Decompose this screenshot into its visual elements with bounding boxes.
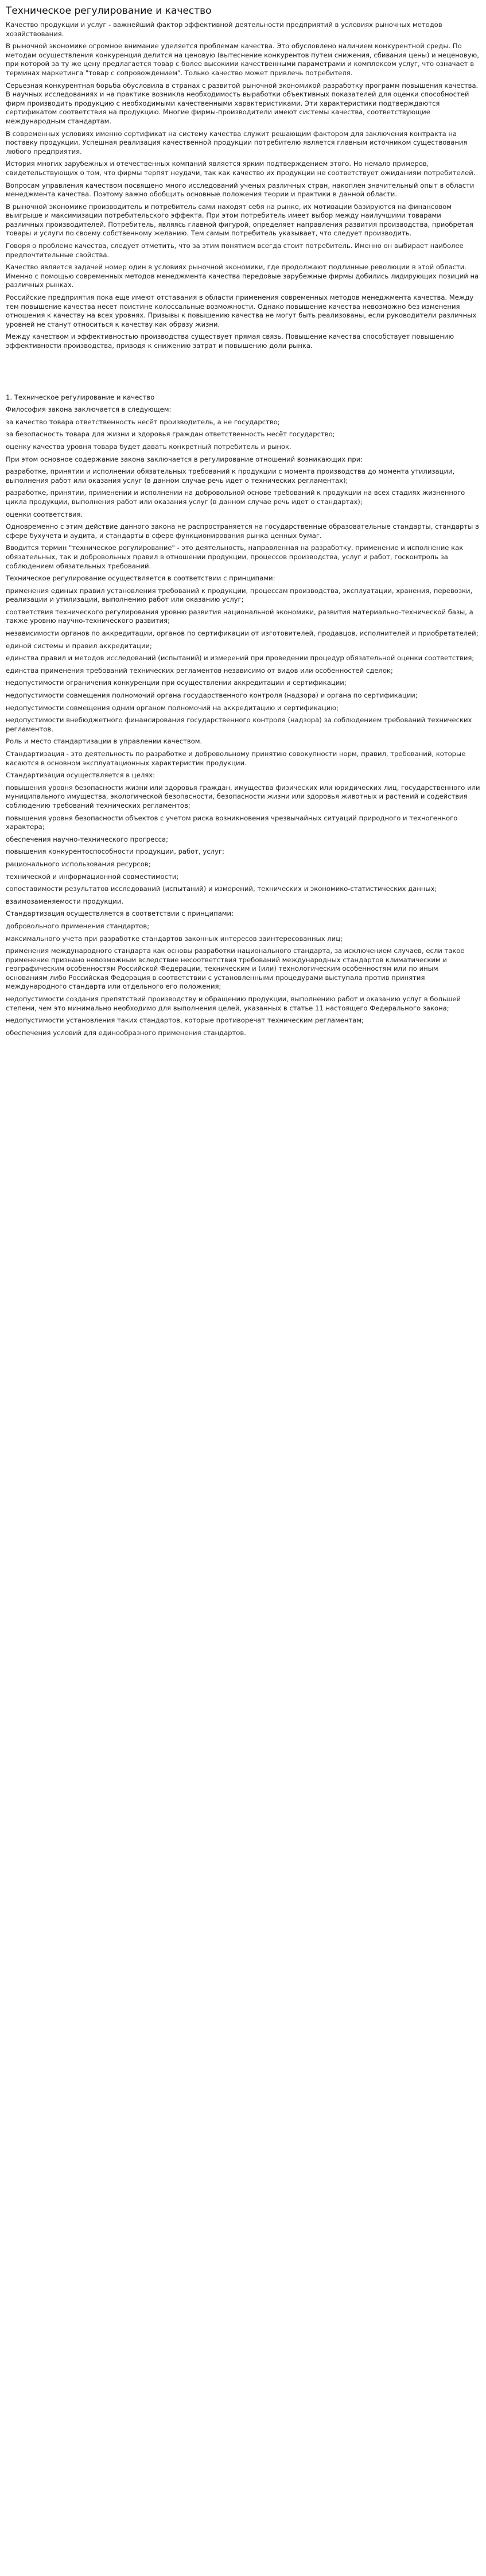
section-paragraph: соответствия технического регулирования уровню развития национальной экономики, развития материально-технической базы, а также уровню научно-технического развития; [6, 607, 473, 625]
section-paragraph: При этом основное содержание закона заключается в регулирование отношений возникающих при: [6, 455, 363, 463]
section-paragraph: независимости органов по аккредитации, органов по сертификации от изготовителей, продавцов, исполнителей и приобретателей; [6, 629, 479, 638]
section-heading: 1. Техническое регулирование и качество [6, 393, 155, 401]
section-paragraph: недопустимости совмещения одним органом полномочий на аккредитацию и сертификацию; [6, 703, 339, 712]
section-paragraph: сопоставимости результатов исследований (испытаний) и измерений, технических и экономико-статистических данных; [6, 885, 437, 893]
section-paragraph: обеспечения условий для единообразного применения стандартов. [6, 1028, 246, 1037]
section-paragraph: Философия закона заключается в следующем: [6, 405, 172, 414]
intro-paragraph: Качество является задачей номер один в условиях рыночной экономики, где продолжают подлинные революции в этой области. Именно с помощью современных методов менеджмента качества передовые зарубежные фирмы добились лидирующих позиций на различных рынках. [6, 263, 479, 289]
intro-section [6, 21, 480, 351]
intro-paragraph: Серьезная конкурентная борьба обусловила в странах с развитой рыночной экономикой разработку программ повышения качества. В научных исследованиях и на практике возникла необходимость выработки объективных показателей для оценки способностей фирм производить продукцию с необходимыми качественными характеристиками. Эти характеристики подтверждаются сертификатом соответствия на продукцию. Многие фирмы-производители имеют системы качества, соответствующие международным стандартам. [6, 81, 479, 125]
section-paragraph: разработке, принятии и исполнении обязательных требований к продукции с момента производства до момента утилизации, выполнения работ или оказания услуг (в данном случае речь идет о технических регламентах); [6, 467, 455, 485]
section-paragraph: применения единых правил установления требований к продукции, процессам производства, эксплуатации, хранения, перевозки, реализации и утилизации, выполнению работ или оказанию услуг; [6, 586, 473, 604]
section-paragraph: Стандартизация осуществляется в целях: [6, 771, 155, 780]
intro-paragraph: Между качеством и эффективностью производства существует прямая связь. Повышение качества способствует повышению эффективности производства, приводя к снижению затрат и повышению доли рынка. [6, 332, 454, 350]
section-paragraph: повышения уровня безопасности жизни или здоровья граждан, имущества физических или юридических лиц, государственного или муниципального имущества, экологической безопасности, безопасности жизни или здоровья животных и растений и содействия соблюдению требований технических регламентов; [6, 783, 480, 809]
section-paragraph: единой системы и правил аккредитации; [6, 641, 152, 650]
section-paragraph: недопустимости внебюджетного финансирования государственного контроля (надзора) за соблюдением требований технических регламентов. [6, 716, 472, 733]
section-paragraph: разработке, принятии, применении и исполнении на добровольной основе требований к продукции на всех стадиях жизненного цикла продукции, выполнения работ или оказания услуг (в данном случае речь идет о стандартах); [6, 489, 465, 506]
section-paragraph: недопустимости ограничения конкуренции при осуществлении аккредитации и сертификации; [6, 679, 347, 687]
section-paragraph: Стандартизация - это деятельность по разработке и добровольному принятию совокупности норм, правил, требований, которые касаются в основном эксплуатационных характеристик продукции. [6, 750, 466, 767]
intro-paragraph: Качество продукции и услуг - важнейший фактор эффективной деятельности предприятий в условиях рыночных методов хозяйствования. [6, 21, 442, 38]
section-paragraph: применения международного стандарта как основы разработки национального стандарта, за исключением случаев, если такое применение признано невозможным вследствие несоответствия требований международных стандартов климатическим и географическим особенностям Российской Федерации, техническим и (или) технологическим особенностям или по иным основаниям либо Российская Федерация в соответствии с установленными процедурами выступала против принятия международного стандарта или отдельного его положения; [6, 947, 465, 991]
section-paragraph: повышения конкурентоспособности продукции, работ, услуг; [6, 847, 224, 856]
section-paragraph: недопустимости совмещения полномочий органа государственного контроля (надзора) и органа по сертификации; [6, 691, 418, 700]
section-paragraph: рационального использования ресурсов; [6, 859, 151, 868]
section-paragraph: за качество товара ответственность несёт производитель, а не государство; [6, 417, 280, 426]
section-paragraph: недопустимости установления таких стандартов, которые противоречат техническим регламентам; [6, 1016, 364, 1025]
section-paragraph: единства правил и методов исследований (испытаний) и измерений при проведении процедур обязательной оценки соответствия; [6, 654, 475, 663]
intro-paragraph: Российские предприятия пока еще имеют отставания в области применения современных методов менеджмента качества. Между тем повышение качества несет поистине колоссальные возможности. Однако повышение качества невозможно без изменения отношения к качеству на всех уровнях. Призывы к повышению качества не могут быть реализованы, если руководители различных уровней не станут относиться к качеству как образу жизни. [6, 293, 477, 328]
section-paragraph: взаимозаменяемости продукции. [6, 897, 124, 905]
intro-paragraph: Вопросам управления качеством посвящено много исследований ученых различных стран, накоплен значительный опыт в области менеджмента качества. Поэтому важно обобщить основные положения теории и практики в данной области. [6, 181, 475, 199]
intro-paragraph: В современных условиях именно сертификат на систему качества служит решающим фактором для заключения контракта на поставку продукции. Успешная реализация качественной продукции потребителю является главным источником существования любого предприятия. [6, 129, 468, 156]
intro-paragraph: В рыночной экономике производитель и потребитель сами находят себя на рынке, их мотивации базируются на финансовом выигрыше и максимизации потребительского эффекта. При этом потребитель имеет выбор между наилучшими товарами различных производителей. Потребитель, являясь главной фигурой, определяет направления развития производства, приобретая товары и услуги по своему собственному желанию. Тем самым потребитель указывает, что следует производить. [6, 202, 473, 238]
section-paragraph: повышения уровня безопасности объектов с учетом риска возникновения чрезвычайных ситуаций природного и техногенного характера; [6, 814, 458, 831]
section-paragraph: обеспечения научно-технического прогресса; [6, 835, 169, 843]
section-paragraph: оценку качества уровня товара будет давать конкретный потребитель и рынок. [6, 442, 291, 451]
document-page [0, 0, 486, 1047]
section-paragraph: Техническое регулирование осуществляется в соответствии с принципами: [6, 574, 275, 583]
intro-paragraph: История многих зарубежных и отечественных компаний является ярким подтверждением этого. Но немало примеров, свидетельствующих о том, что фирмы терпят неудачи, так как качество их продукции не соответствует ожиданиям потребителей. [6, 160, 476, 177]
intro-paragraph: В рыночной экономике огромное внимание уделяется проблемам качества. Это обусловлено наличием конкурентной среды. По методам осуществления конкуренция делится на ценовую (вытеснение конкурентов путем снижения, сбивания цены) и неценовую, при которой за ту же цену предлагается товар с более высокими качественными параметрами и комплексом услуг, что означает в терминах маркетинга "товар с сопровождением". Только качество может привлечь потребителя. [6, 42, 479, 77]
section-paragraph: Роль и место стандартизации в управлении качеством. [6, 737, 203, 746]
section-paragraph: технической и информационной совместимости; [6, 872, 179, 881]
intro-paragraph: Говоря о проблеме качества, следует отметить, что за этим понятием всегда стоит потребитель. Именно он выбирает наиболее предпочтительные свойства. [6, 242, 464, 259]
section-paragraph: единства применения требований технических регламентов независимо от видов или особенностей сделок; [6, 666, 393, 675]
section-technical-regulation [6, 393, 480, 1038]
section-paragraph: оценки соответствия. [6, 510, 83, 518]
section-paragraph: Одновременно с этим действие данного закона не распространяется на государственные образовательные стандарты, стандарты в сфере бухучета и аудита, и стандарты в сфере функционирования рынка ценных бумаг. [6, 522, 479, 540]
page-title: Техническое регулирование и качество [6, 5, 212, 17]
section-paragraph: добровольного применения стандартов; [6, 921, 150, 930]
section-paragraph: Вводится термин "техническое регулирование" - это деятельность, направленная на разработку, применение и исполнение как обязательных, так и добровольных правил в отношении продукции, процессов производства, услуг и работ, госконтроль за соблюдением обязательных требований. [6, 544, 464, 570]
section-paragraph: Стандартизация осуществляется в соответствии с принципами: [6, 909, 234, 918]
section-paragraph: недопустимости создания препятствий производству и обращению продукции, выполнению работ и оказанию услуг в большей степени, чем это минимально необходимо для выполнения целей, указанных в статье 11 настоящего Федерального закона; [6, 995, 461, 1012]
section-paragraph: максимального учета при разработке стандартов законных интересов заинтересованных лиц; [6, 934, 343, 943]
section-paragraph: за безопасность товара для жизни и здоровья граждан ответственность несёт государство; [6, 430, 335, 439]
blank-space [6, 354, 480, 393]
